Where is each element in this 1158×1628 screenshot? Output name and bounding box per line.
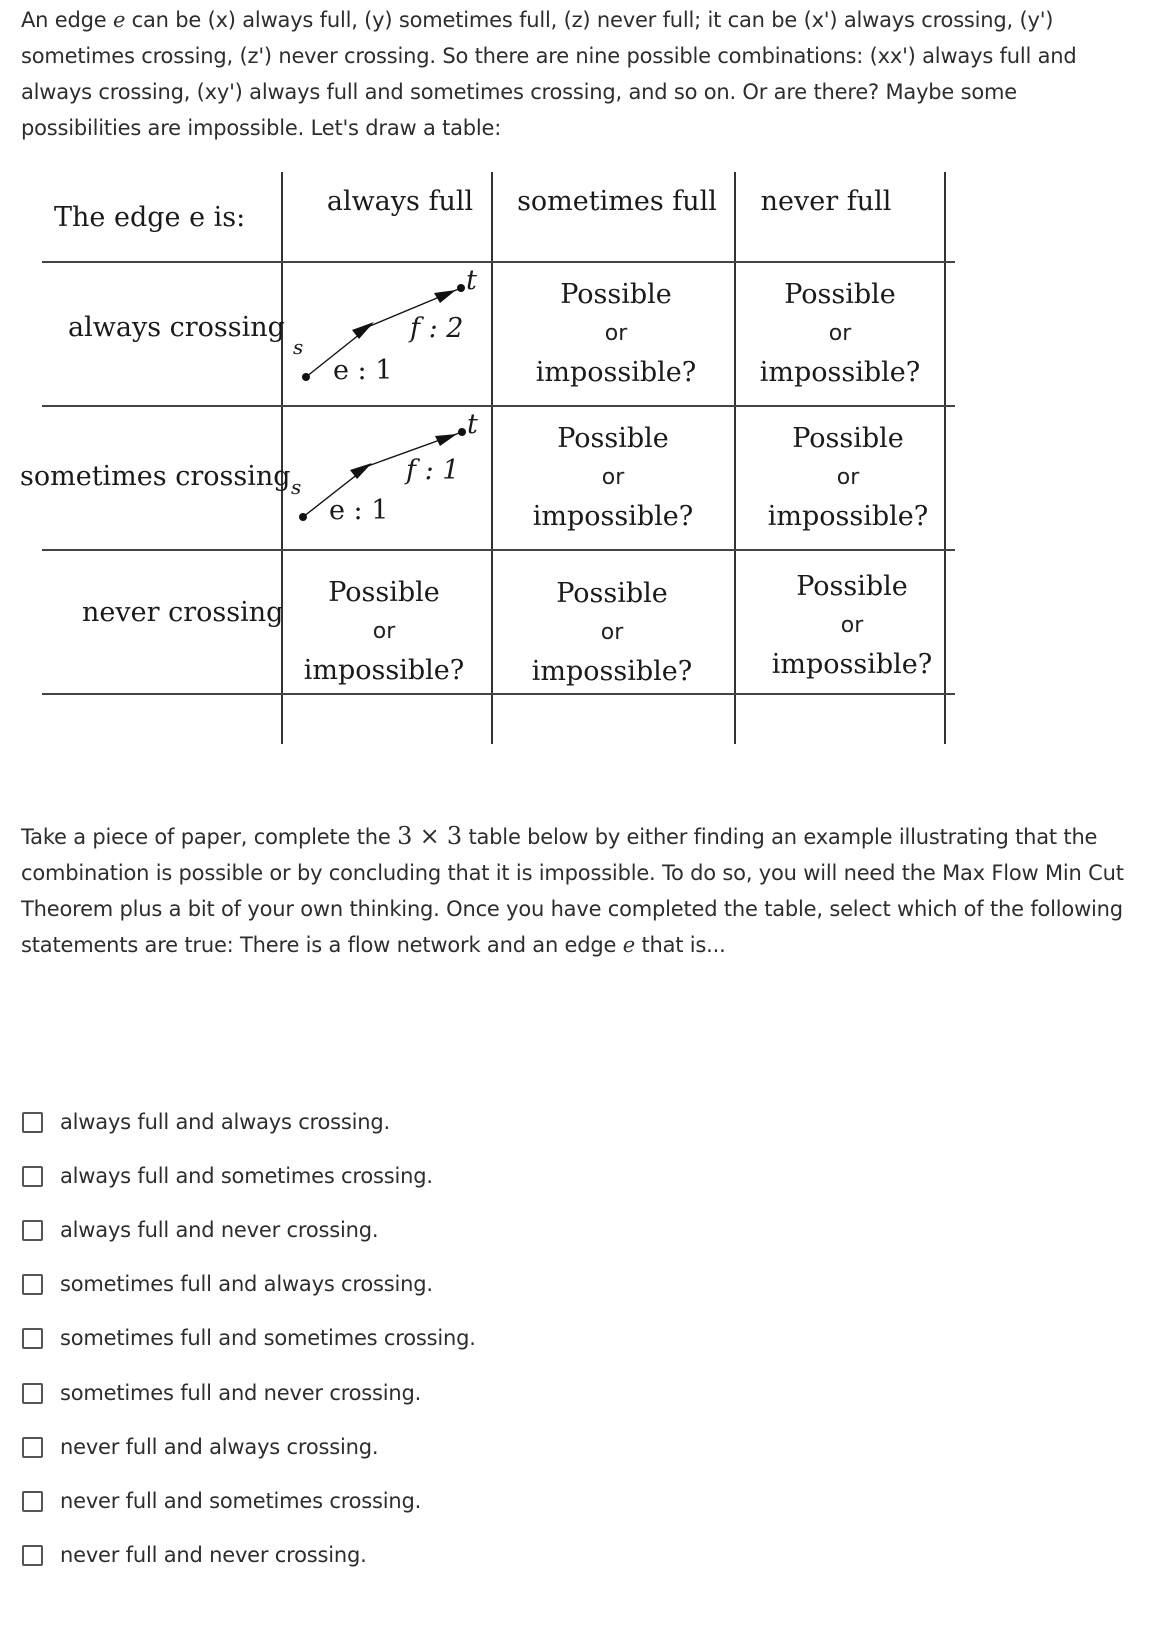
option-label: always full and never crossing. (60, 1218, 379, 1242)
option-never-full-always-crossing[interactable] (22, 1432, 378, 1462)
label-s: s (293, 335, 304, 359)
option-sometimes-full-sometimes-crossing[interactable] (22, 1323, 476, 1353)
cell-possible: Possible (784, 279, 896, 310)
node-s (302, 373, 310, 381)
col-header-sometimes-full: sometimes full (517, 186, 717, 217)
edge-f-arrowhead (435, 434, 457, 446)
cell-or: or (840, 613, 864, 638)
combination-table (0, 172, 1010, 782)
option-sometimes-full-never-crossing[interactable] (22, 1378, 421, 1408)
checkbox[interactable] (22, 1545, 43, 1566)
cell-sometimes-full-always-crossing (516, 275, 716, 393)
cell-possible: Possible (792, 423, 904, 454)
cell-impossible: impossible? (759, 357, 921, 388)
flow-example-xy-svg (281, 409, 491, 542)
label-e-capacity: e : 1 (333, 355, 393, 386)
checkbox[interactable] (22, 1491, 43, 1512)
cell-always-full-never-crossing (284, 573, 484, 691)
label-f-capacity: f : 1 (406, 455, 460, 486)
checkbox[interactable] (22, 1328, 43, 1349)
checkbox[interactable] (22, 1166, 43, 1187)
checkbox[interactable] (22, 1220, 43, 1241)
row-header-always-crossing: always crossing (68, 312, 285, 343)
col-header-never-full: never full (760, 186, 892, 217)
cell-possible: Possible (560, 279, 672, 310)
example-diagram-xx (284, 265, 504, 408)
cell-impossible: impossible? (767, 501, 929, 532)
cell-impossible: impossible? (532, 501, 694, 532)
node-t (457, 284, 465, 292)
cell-impossible: impossible? (303, 655, 465, 686)
option-label: always full and always crossing. (60, 1110, 391, 1134)
question-math-e: e (622, 933, 635, 957)
node-t (458, 428, 466, 436)
option-never-full-sometimes-crossing[interactable] (22, 1486, 421, 1516)
cell-possible: Possible (328, 577, 440, 608)
cell-never-full-never-crossing (752, 567, 952, 685)
label-f-capacity: f : 2 (410, 313, 464, 344)
cell-possible: Possible (557, 423, 669, 454)
option-always-full-sometimes-crossing[interactable] (22, 1161, 433, 1191)
edge-e-arrowhead (352, 322, 374, 339)
checkbox[interactable] (22, 1383, 43, 1404)
option-always-full-never-crossing[interactable] (22, 1215, 378, 1245)
node-s (299, 513, 307, 521)
checkbox[interactable] (22, 1437, 43, 1458)
cell-never-full-always-crossing (740, 275, 940, 393)
cell-possible: Possible (796, 571, 908, 602)
cell-sometimes-full-sometimes-crossing (513, 419, 713, 537)
table-corner-label: The edge e is: (54, 202, 246, 233)
option-never-full-never-crossing[interactable] (22, 1540, 367, 1570)
intro-paragraph (21, 2, 1131, 146)
label-s: s (291, 475, 302, 499)
cell-or: or (600, 620, 624, 645)
intro-text-1: An edge (21, 8, 113, 32)
label-e-capacity: e : 1 (329, 495, 389, 526)
grid-hline (42, 693, 955, 695)
label-t: t (467, 409, 478, 440)
cell-impossible: impossible? (535, 357, 697, 388)
edge-f-arrowhead (434, 290, 456, 303)
option-sometimes-full-always-crossing[interactable] (22, 1269, 433, 1299)
question-math-dim-a: 3 (397, 822, 413, 850)
option-label: sometimes full and sometimes crossing. (60, 1326, 476, 1350)
cell-sometimes-full-never-crossing (512, 574, 712, 692)
cell-never-full-sometimes-crossing (748, 419, 948, 537)
cell-or: or (828, 321, 852, 346)
option-label: sometimes full and always crossing. (60, 1272, 433, 1296)
cell-possible: Possible (556, 578, 668, 609)
option-always-full-always-crossing[interactable] (22, 1107, 390, 1137)
option-label: sometimes full and never crossing. (60, 1381, 422, 1405)
label-t: t (466, 265, 477, 296)
cell-impossible: impossible? (771, 649, 933, 680)
option-label: always full and sometimes crossing. (60, 1164, 433, 1188)
grid-hline (42, 261, 955, 263)
row-header-never-crossing: never crossing (82, 597, 284, 628)
question-text-2: table below by either finding an example illustrating that the combination is possible or by concluding that it is impossible. To do so, you will need the Max Flow Min Cut Theorem plus a bit of your own thinking. Once you have completed the table, select which of the following statements are true: There is a flow network and an edge (21, 825, 1124, 957)
checkbox[interactable] (22, 1274, 43, 1295)
question-text-1: Take a piece of paper, complete the (21, 825, 398, 849)
cell-or: or (372, 619, 396, 644)
question-paragraph (21, 818, 1131, 963)
grid-vline (734, 172, 736, 744)
question-text-3: that is... (634, 933, 726, 957)
cell-or: or (604, 321, 628, 346)
cell-or: or (601, 465, 625, 490)
option-label: never full and never crossing. (60, 1543, 367, 1567)
option-label: never full and always crossing. (60, 1435, 379, 1459)
example-diagram-xy (281, 409, 501, 552)
checkbox[interactable] (22, 1112, 43, 1133)
intro-text-2: can be (x) always full, (y) sometimes full, (z) never full; it can be (x') always crossing, (y') sometimes crossing, (z') never crossing. So there are nine possible combinations: (xx') always full and always crossing, (xy') always full and sometimes crossing, and so on. Or are there? Maybe some possibilities are impossible. Let's draw a table: (21, 8, 1077, 140)
option-label: never full and sometimes crossing. (60, 1489, 422, 1513)
intro-math-e: e (112, 8, 126, 32)
col-header-always-full: always full (326, 186, 474, 217)
question-math-dim-b: 3 (446, 822, 462, 850)
cell-impossible: impossible? (531, 656, 693, 687)
question-math-times: × (412, 822, 447, 850)
flow-example-xx-svg (284, 265, 494, 398)
row-header-sometimes-crossing: sometimes crossing (20, 461, 291, 492)
cell-or: or (836, 465, 860, 490)
